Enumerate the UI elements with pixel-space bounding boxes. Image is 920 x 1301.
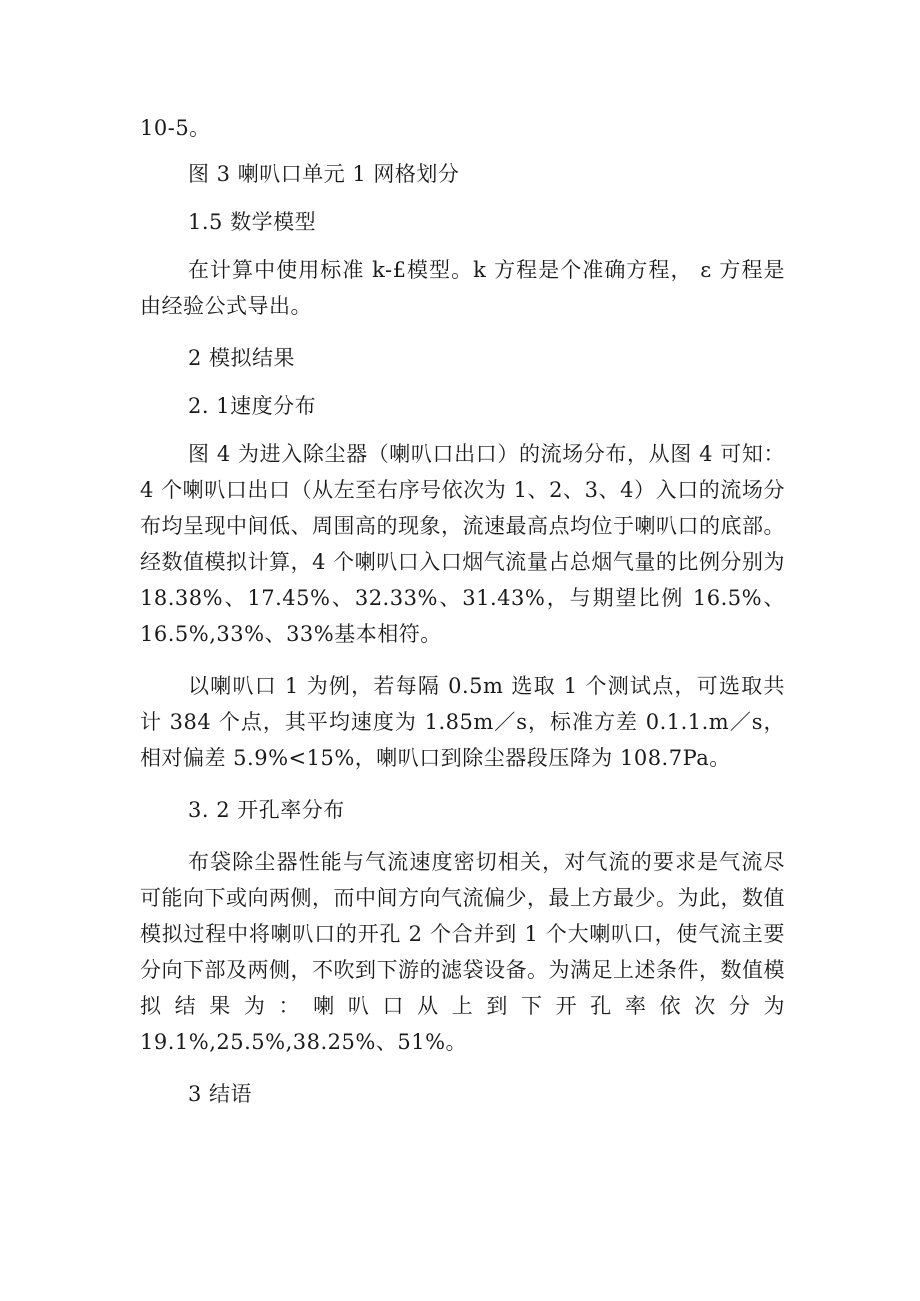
section-heading: 2. 1速度分布 [188,394,317,418]
body-paragraph: 以喇叭口 1 为例，若每隔 0.5m 选取 1 个测试点，可选取共计 384 个点，其平均速度为 1.85m／s，标准方差 0.1.1.m／s，相对偏差 5.9%<15%，喇叭口到除尘器段压降为 108.7Pa。 [140,674,785,770]
section-heading: 2 模拟结果 [188,346,296,370]
section-heading: 3 结语 [188,1082,253,1106]
body-paragraph: 图 4 为进入除尘器（喇叭口出口）的流场分布，从图 4 可知：4 个喇叭口出口（从左至右序号依次为 1、2、3、4）入口的流场分布均呈现中间低、周围高的现象，流速最高点均位于喇叭口的底部。经数值模拟计算，4 个喇叭口入口烟气流量占总烟气量的比例分别为 18.38%、17.45%、32.33%、31.43%，与期望比例 16.5%、16.5%,33%、33%基本相符。 [140,442,785,646]
figure-caption: 图 3 喇叭口单元 1 网格划分 [188,162,460,186]
document-body [140,110,785,1124]
body-paragraph: 布袋除尘器性能与气流速度密切相关，对气流的要求是气流尽可能向下或向两侧，而中间方向气流偏少，最上方最少。为此，数值模拟过程中将喇叭口的开孔 2 个合并到 1 个大喇叭口，使气流主要分向下部及两侧，不吹到下游的滤袋设备。为满足上述条件，数值模拟结果为：喇叭口从上到下开孔率依次分为 19.1%,25.5%,38.25%、51%。 [140,850,785,1054]
section-heading: 3. 2 开孔率分布 [188,798,345,822]
section-heading: 1.5 数学模型 [188,210,317,234]
paragraph-continuation: 10-5。 [140,116,211,140]
body-paragraph: 在计算中使用标准 k-£模型。k 方程是个准确方程， ε 方程是由经验公式导出。 [140,258,785,318]
